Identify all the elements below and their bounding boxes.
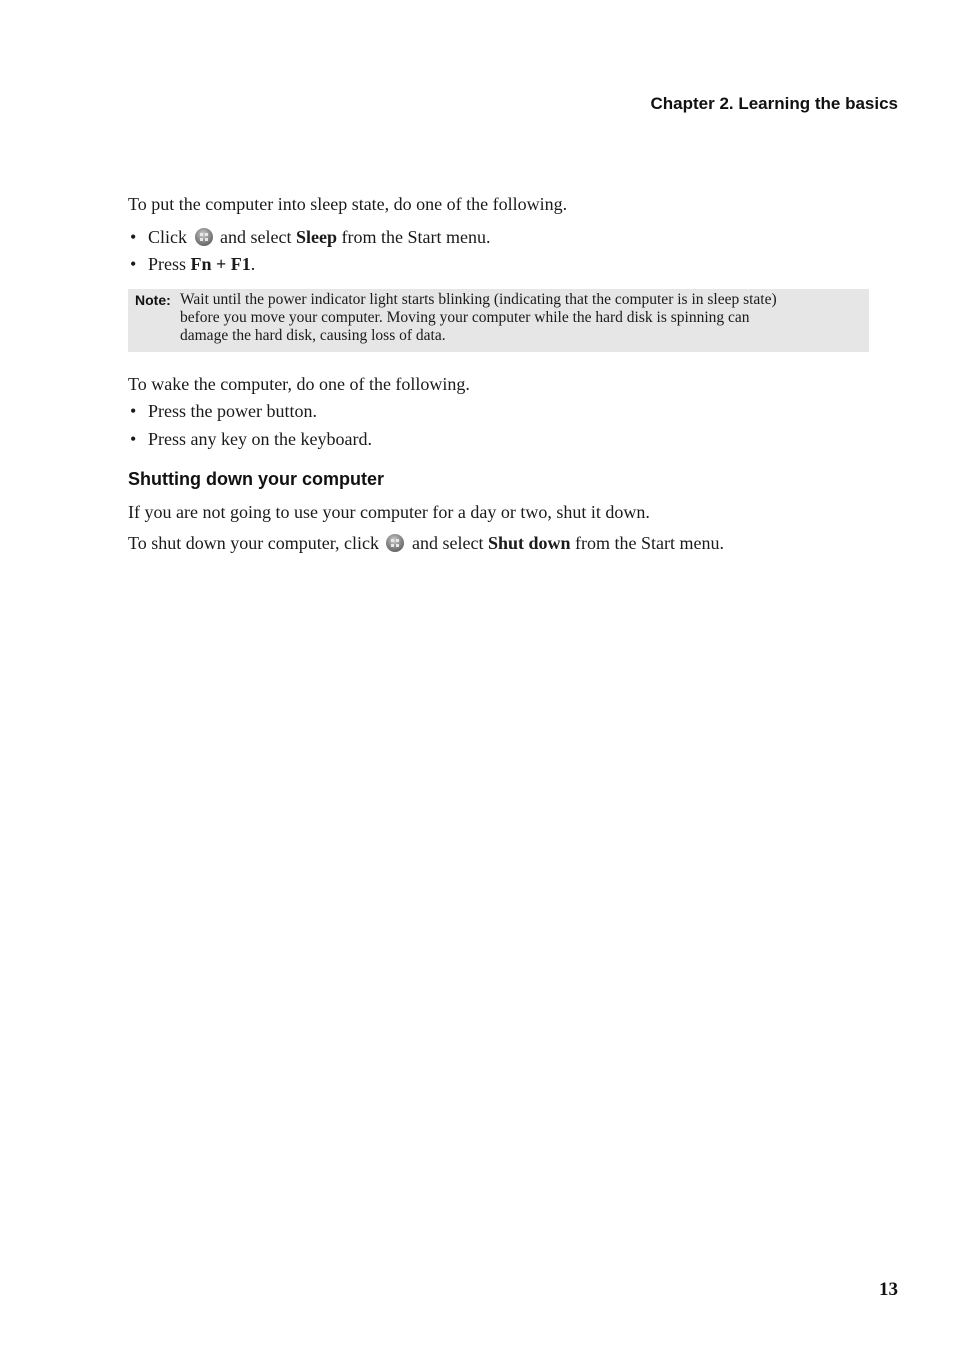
bullet-symbol: • (130, 227, 137, 247)
bullet-text-post: . (250, 254, 256, 274)
wake-intro: To wake the computer, do one of the following. (128, 374, 470, 394)
note-line: Wait until the power indicator light starts blinking (indicating that the computer is in sleep state) (180, 291, 777, 308)
bullet-text-post: from the Start menu. (341, 227, 491, 247)
windows-start-orb-icon (195, 228, 213, 246)
shutdown-instruction (128, 533, 724, 554)
shutdown-command: Shut down (487, 533, 571, 553)
wake-bullet (130, 401, 317, 422)
sleep-bullet-press (130, 254, 255, 275)
sleep-intro: To put the computer into sleep state, do one of the following. (128, 194, 568, 214)
bullet-text-pre: Click (148, 227, 187, 247)
note-box (128, 289, 869, 352)
bullet-text: Press any key on the keyboard. (148, 429, 372, 449)
bullet-symbol: • (130, 254, 137, 274)
sleep-bullet-click (130, 227, 490, 248)
shutdown-paragraph: If you are not going to use your computer for a day or two, shut it down. (128, 502, 650, 522)
bullet-text: Press the power button. (148, 401, 317, 421)
bullet-symbol: • (130, 429, 137, 449)
page-number: 13 (879, 1279, 898, 1300)
instruction-text-post: from the Start menu. (575, 533, 724, 553)
bullet-text-pre: Press (148, 254, 187, 274)
windows-start-orb-icon (386, 534, 404, 552)
note-label: Note: (135, 292, 171, 308)
note-line: damage the hard disk, causing loss of data. (180, 327, 446, 344)
wake-bullet (130, 429, 372, 450)
instruction-text-mid: and select (411, 533, 484, 553)
sleep-command: Sleep (295, 227, 337, 247)
section-heading: Shutting down your computer (128, 469, 384, 489)
instruction-text-pre: To shut down your computer, click (128, 533, 379, 553)
key-combination: Fn + F1 (190, 254, 251, 274)
chapter-title: Chapter 2. Learning the basics (650, 94, 898, 113)
note-line: before you move your computer. Moving your computer while the hard disk is spinning can (180, 309, 750, 326)
bullet-symbol: • (130, 401, 137, 421)
bullet-text-mid: and select (220, 227, 292, 247)
